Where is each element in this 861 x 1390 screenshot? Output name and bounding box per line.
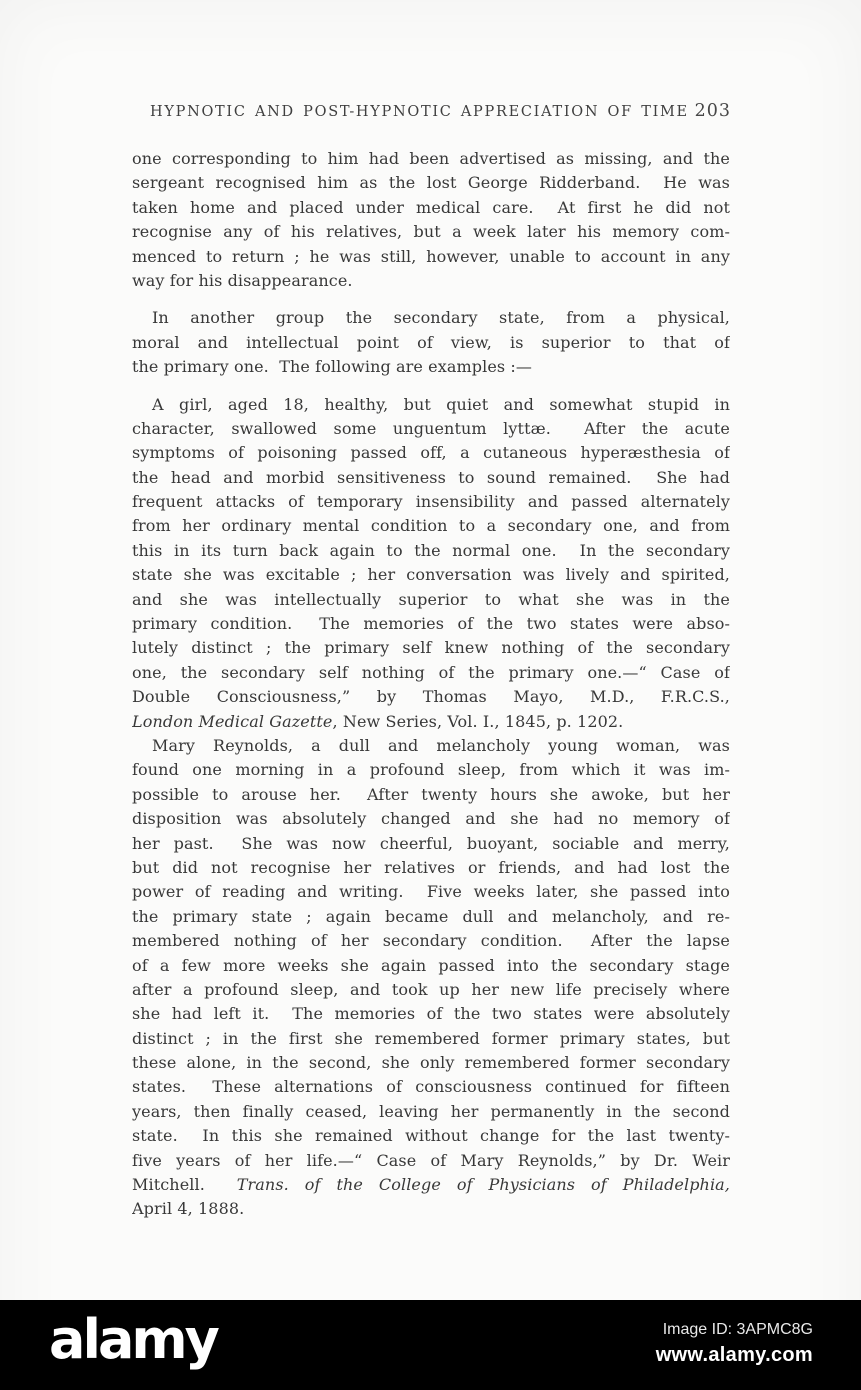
text-line: possible to arouse her. After twenty hours she awoke, but her (132, 784, 730, 804)
text-line: one, the secondary self nothing of the primary one.—“ Case of (132, 662, 730, 682)
watermark-bar (0, 1300, 861, 1390)
watermark-info (656, 1321, 813, 1367)
text-line: symptoms of poisoning passed off, a cutaneous hyperæsthesia of (132, 443, 730, 463)
text-line: recognise any of his relatives, but a week later his memory com- (132, 222, 730, 242)
image-id-text: Image ID: 3APMC8G (662, 1321, 813, 1338)
text-line: and she was intellectually superior to what she was in the (132, 589, 730, 609)
text-line: these alone, in the second, she only remembered former secondary (132, 1053, 730, 1073)
page-number: 203 (694, 101, 731, 121)
page-header (150, 101, 731, 121)
text-line: but did not recognise her relatives or friends, and had lost the (132, 857, 730, 877)
text-line: she had left it. The memories of the two states were absolutely (132, 1004, 730, 1024)
text-line: Double Consciousness,” by Thomas Mayo, M.D., F.R.C.S., (132, 687, 730, 707)
text-line: distinct ; in the first she remembered former primary states, but (132, 1028, 730, 1048)
text-line: A girl, aged 18, healthy, but quiet and somewhat stupid in (152, 394, 730, 414)
paragraph (132, 306, 730, 379)
text-line: Mary Reynolds, a dull and melancholy young woman, was (152, 735, 730, 755)
text-line: the primary state ; again became dull and melancholy, and re- (132, 906, 730, 926)
text-line: lutely distinct ; the primary self knew nothing of the secondary (132, 638, 730, 658)
text-line: menced to return ; he was still, however, unable to account in any (132, 246, 730, 266)
alamy-logo: alamy (49, 1308, 217, 1371)
text-line: moral and intellectual point of view, is superior to that of (132, 332, 730, 352)
text-line: taken home and placed under medical care. At first he did not (132, 197, 730, 217)
text-line: primary condition. The memories of the two states were abso- (132, 614, 730, 634)
text-line: of a few more weeks she again passed into the secondary stage (132, 955, 730, 975)
text-line: years, then finally ceased, leaving her permanently in the second (132, 1101, 730, 1121)
text-line: power of reading and writing. Five weeks later, she passed into (132, 882, 730, 902)
text-line: states. These alternations of consciousness continued for fifteen (132, 1077, 730, 1097)
text-line: the primary one. The following are examples :— (132, 357, 533, 377)
text-line: character, swallowed some unguentum lyttæ. After the acute (132, 418, 730, 438)
text-line: sergeant recognised him as the lost George Ridderband. He was (132, 173, 730, 193)
alamy-url-text: www.alamy.com (655, 1344, 813, 1366)
text-line: frequent attacks of temporary insensibility and passed alternately (132, 492, 730, 512)
text-line: Mitchell. Trans. of the College of Physicians of Philadelphia, (132, 1175, 730, 1195)
page-body (132, 147, 730, 1222)
text-line: from her ordinary mental condition to a secondary one, and from (132, 516, 730, 536)
paragraph (132, 147, 730, 293)
text-line: state she was excitable ; her conversation was lively and spirited, (132, 565, 730, 585)
text-line: found one morning in a profound sleep, from which it was im- (132, 760, 730, 780)
text-line: after a profound sleep, and took up her new life precisely where (132, 979, 730, 999)
text-line: five years of her life.—“ Case of Mary Reynolds,” by Dr. Weir (132, 1150, 730, 1170)
running-title: HYPNOTIC AND POST-HYPNOTIC APPRECIATION OF TIME (150, 104, 689, 120)
text-line: one corresponding to him had been advertised as missing, and the (132, 149, 730, 168)
paragraph (132, 734, 730, 1222)
text-line: April 4, 1888. (132, 1199, 245, 1219)
paragraph (132, 393, 730, 734)
text-line: disposition was absolutely changed and she had no memory of (132, 809, 730, 829)
text-line: state. In this she remained without change for the last twenty- (132, 1126, 730, 1146)
text-line: her past. She was now cheerful, buoyant, sociable and merry, (132, 833, 730, 853)
text-line: this in its turn back again to the normal one. In the secondary (132, 540, 730, 560)
text-line: way for his disappearance. (132, 270, 353, 290)
text-line: membered nothing of her secondary condition. After the lapse (132, 931, 730, 951)
text-line: London Medical Gazette, New Series, Vol. I., 1845, p. 1202. (132, 711, 624, 731)
text-line: the head and morbid sensitiveness to sound remained. She had (132, 467, 730, 487)
text-line: In another group the secondary state, from a physical, (152, 308, 730, 328)
